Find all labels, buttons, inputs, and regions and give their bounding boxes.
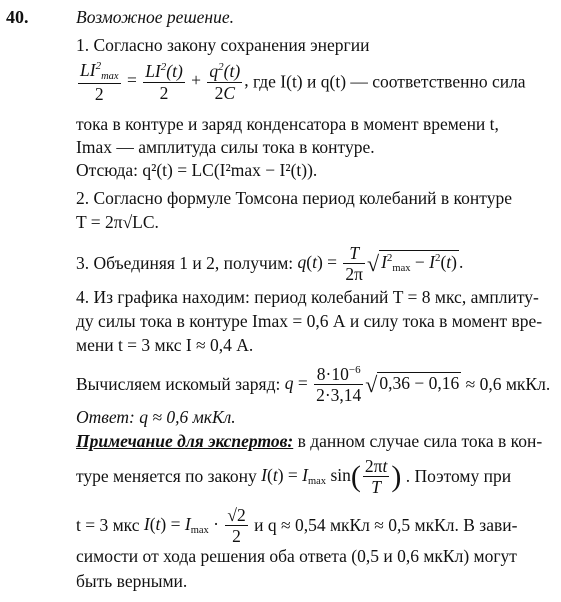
line-2 bbox=[76, 60, 526, 104]
line-16-text: t = 3 мкс bbox=[76, 514, 140, 535]
solution-title: Возможное решение. bbox=[76, 7, 235, 27]
line-14 bbox=[76, 433, 542, 451]
line-9: 4. Из графика находим: период колебаний T = 8 мкс, амплиту- bbox=[76, 287, 539, 307]
line-2-text: где I(t) и q(t) — соответственно сила bbox=[252, 71, 526, 92]
line-4: Imax — амплитуда силы тока в контуре. bbox=[76, 137, 375, 157]
line-5: Отсюда: q²(t) = LC(I²max − I²(t)). bbox=[76, 160, 318, 180]
line-8 bbox=[76, 243, 463, 284]
line-17: симости от хода решения оба ответа (0,5 и 0,6 мкКл) могут bbox=[76, 546, 517, 566]
current-value-formula: $I(t) = I_{max}$ · $\frac{√2}{2}$ bbox=[143, 505, 246, 547]
line-15-text: туре меняется по закону bbox=[76, 465, 257, 486]
answer-line: Ответ: q ≈ 0,6 мкКл. bbox=[76, 407, 236, 427]
line-12-result: ≈ 0,6 мкКл. bbox=[465, 373, 551, 394]
line-12-text: Вычисляем искомый заряд: bbox=[76, 373, 281, 394]
charge-formula: q(t) = $\frac{T}{2\pi}$ √ $I^2_{max} - I^2(t)$ . bbox=[297, 243, 464, 285]
line-14-text: в данном случае сила тока в кон- bbox=[297, 431, 543, 451]
line-15-end: . Поэтому при bbox=[405, 465, 512, 486]
line-8-text: 3. Объединяя 1 и 2, получим: bbox=[76, 252, 294, 273]
line-16-end: и q ≈ 0,54 мкКл ≈ 0,5 мкКл. В зави- bbox=[254, 514, 518, 535]
problem-number: 40. bbox=[6, 7, 29, 27]
energy-formula: $\frac{LI^2_{max}}{2}$ = $\frac{LI^2(t)}{2}$ + $\frac{q^2(t)}{2C}$ , bbox=[80, 60, 253, 105]
line-10: ду силы тока в контуре Imax = 0,6 А и силу тока в момент вре- bbox=[76, 311, 543, 331]
line-3: тока в контуре и заряд конденсатора в момент времени t, bbox=[76, 114, 499, 134]
line-15 bbox=[76, 456, 511, 497]
line-16 bbox=[76, 505, 517, 546]
line-18: быть верными. bbox=[76, 571, 188, 591]
line-12 bbox=[76, 364, 550, 405]
line-6: 2. Согласно формуле Томсона период колебаний в контуре bbox=[76, 188, 512, 208]
line-7: T = 2π√LC. bbox=[76, 212, 159, 232]
numeric-calculation: q = $\frac{8\cdot 10^{-6}}{2\cdot 3,14}$ √ 0,36 − 0,16 bbox=[284, 364, 460, 406]
experts-note-label: Примечание для экспертов: bbox=[76, 431, 294, 451]
line-11: мени t = 3 мкс I ≈ 0,4 А. bbox=[76, 335, 254, 355]
current-law-formula: $I(t) = I_{max}$ sin( $\frac{2\pi t}{T}$ ) bbox=[261, 456, 402, 498]
line-1: 1. Согласно закону сохранения энергии bbox=[76, 35, 370, 55]
